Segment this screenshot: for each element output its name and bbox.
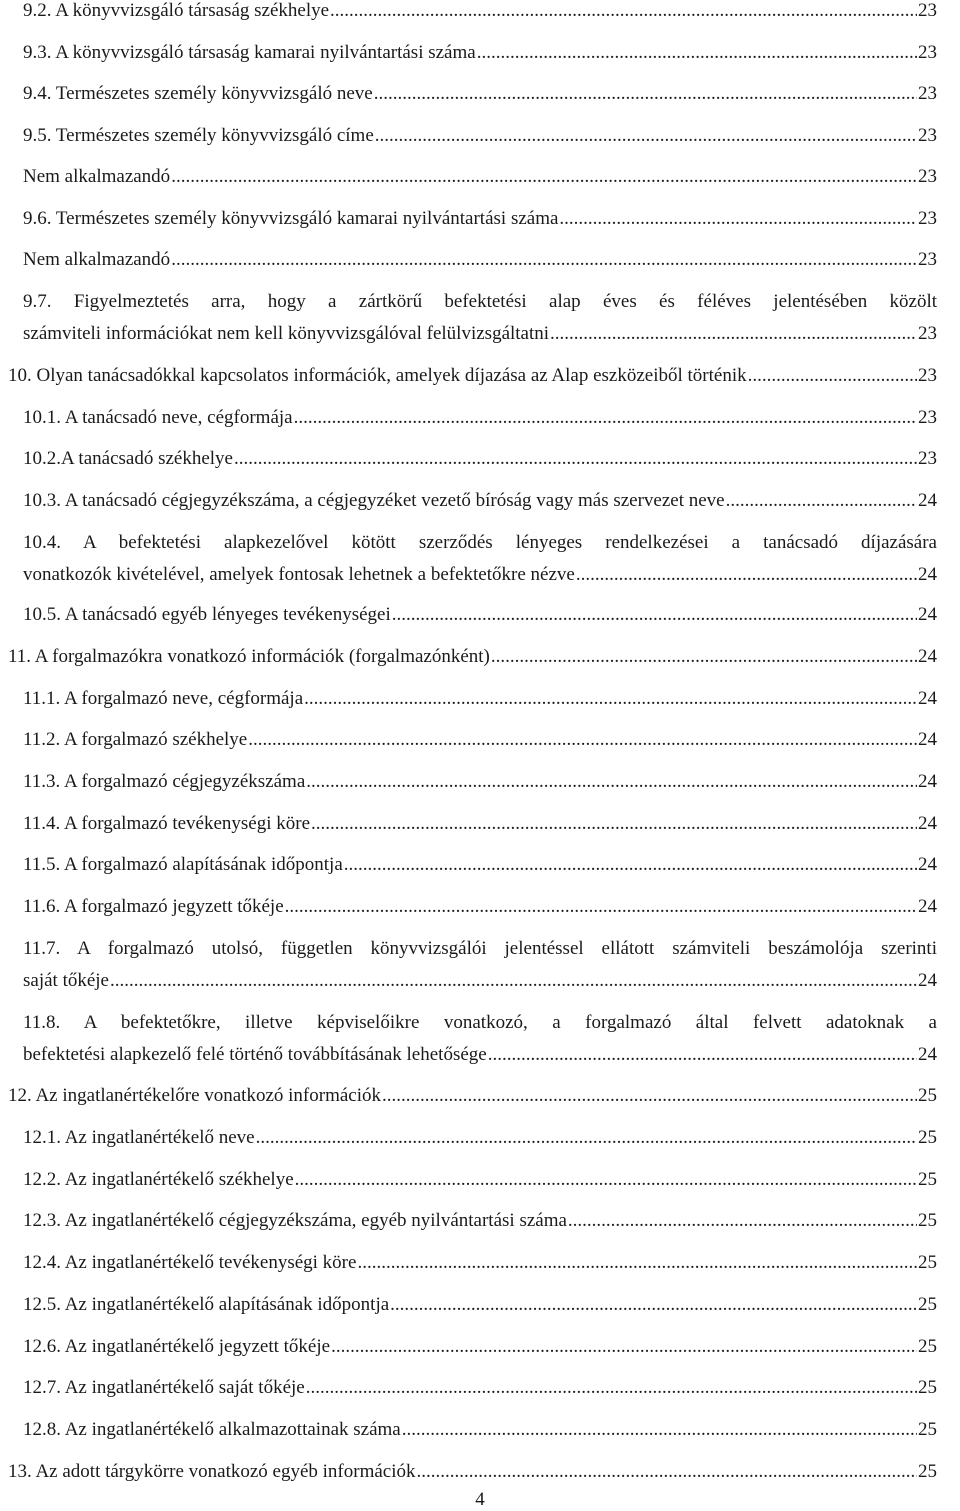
toc-entry-title: 11.2. A forgalmazó székhelye — [23, 729, 248, 750]
toc-page-number: 24 — [918, 688, 937, 709]
toc-entry-title: 12.2. Az ingatlanértékelő székhelye — [23, 1169, 294, 1190]
toc-entry-title-line: 10.4. A befektetési alapkezelővel kötött szerződés lényeges rendelkezései a tanácsadó díjazására — [23, 532, 937, 553]
toc-dot-leader — [550, 323, 917, 344]
toc-page-number: 25 — [918, 1461, 937, 1482]
toc-entry-title: 9.6. Természetes személy könyvvizsgáló kamarai nyilvántartási száma — [23, 208, 559, 229]
toc-dot-leader — [294, 407, 917, 428]
toc-entry-line — [23, 970, 937, 991]
toc-dot-leader — [390, 1294, 917, 1315]
toc-dot-leader — [392, 604, 917, 625]
toc-entry — [23, 604, 937, 625]
toc-page-number: 24 — [918, 646, 937, 667]
toc-entry — [23, 42, 937, 63]
toc-entry — [8, 365, 937, 386]
toc-page-number: 23 — [918, 365, 937, 386]
toc-entry — [23, 208, 937, 229]
toc-dot-leader — [491, 646, 917, 667]
toc-entry-line — [23, 1044, 937, 1065]
toc-page-number: 25 — [918, 1252, 937, 1273]
toc-page-number: 23 — [918, 166, 937, 187]
toc-entry — [23, 1012, 937, 1065]
toc-dot-leader — [256, 1127, 917, 1148]
toc-dot-leader — [306, 771, 917, 792]
toc-entry-title-line: 11.8. A befektetőkre, illetve képviselőikre vonatkozó, a forgalmazó által felvett adatoknak a — [23, 1012, 937, 1033]
toc-entry — [23, 83, 937, 104]
toc-dot-leader — [576, 564, 917, 585]
toc-page-number: 25 — [918, 1210, 937, 1231]
toc-page-number: 24 — [918, 813, 937, 834]
toc-dot-leader — [344, 854, 917, 875]
toc-page-number: 24 — [918, 1044, 937, 1065]
toc-entry — [23, 532, 937, 585]
toc-entry-title: 13. Az adott tárgykörre vonatkozó egyéb információk — [8, 1461, 416, 1482]
toc-entry — [23, 125, 937, 146]
toc-entry — [23, 291, 937, 344]
toc-page-number: 23 — [918, 407, 937, 428]
toc-dot-leader — [568, 1210, 917, 1231]
toc-page-number: 24 — [918, 564, 937, 585]
toc-entry — [23, 1336, 937, 1357]
toc-dot-leader — [559, 208, 917, 229]
toc-entry-title: 12.6. Az ingatlanértékelő jegyzett tőkéje — [23, 1336, 331, 1357]
toc-page-number: 25 — [918, 1085, 937, 1106]
toc-entry-title: 11.1. A forgalmazó neve, cégformája — [23, 688, 304, 709]
toc-entry-title: befektetési alapkezelő felé történő továbbításának lehetősége — [23, 1044, 487, 1065]
toc-entry — [23, 448, 937, 469]
toc-entry-title-line: 11.7. A forgalmazó utolsó, független könyvvizsgálói jelentéssel ellátott számviteli beszámolója szerinti — [23, 938, 937, 959]
toc-entry-title: 12.1. Az ingatlanértékelő neve — [23, 1127, 255, 1148]
toc-page-number: 23 — [918, 208, 937, 229]
toc-entry-title: 9.5. Természetes személy könyvvizsgáló címe — [23, 125, 374, 146]
toc-entry-title: 10.2.A tanácsadó székhelye — [23, 448, 233, 469]
toc-entry — [23, 771, 937, 792]
toc-page-number: 23 — [918, 42, 937, 63]
toc-entry-title: 11.3. A forgalmazó cégjegyzékszáma — [23, 771, 306, 792]
toc-dot-leader — [402, 1419, 917, 1440]
toc-page-number: 23 — [918, 448, 937, 469]
toc-dot-leader — [311, 813, 917, 834]
toc-page-number: 23 — [918, 323, 937, 344]
toc-entry — [8, 1085, 937, 1106]
toc-entry — [23, 1294, 937, 1315]
toc-entry-title: számviteli információkat nem kell könyvvizsgálóval felülvizsgáltatni — [23, 323, 550, 344]
toc-entry — [23, 249, 937, 270]
toc-entry-title: 10.5. A tanácsadó egyéb lényeges tevékenységei — [23, 604, 391, 625]
toc-entry-title: 12.4. Az ingatlanértékelő tevékenységi köre — [23, 1252, 357, 1273]
toc-entry-line — [23, 323, 937, 344]
toc-dot-leader — [248, 729, 917, 750]
toc-entry-title: 10.1. A tanácsadó neve, cégformája — [23, 407, 293, 428]
toc-entry — [23, 0, 937, 21]
toc-dot-leader — [304, 688, 917, 709]
toc-entry-title: 9.4. Természetes személy könyvvizsgáló neve — [23, 83, 373, 104]
toc-entry — [8, 646, 937, 667]
toc-page-number: 25 — [918, 1294, 937, 1315]
toc-dot-leader — [374, 83, 917, 104]
toc-dot-leader — [171, 249, 917, 270]
toc-entry — [23, 854, 937, 875]
toc-page-number: 25 — [918, 1419, 937, 1440]
toc-page-number: 25 — [918, 1127, 937, 1148]
toc-page-number: 24 — [918, 604, 937, 625]
toc-dot-leader — [357, 1252, 917, 1273]
toc-page-number: 24 — [918, 854, 937, 875]
toc-entry-title: 12.7. Az ingatlanértékelő saját tőkéje — [23, 1377, 305, 1398]
toc-entry-title: 9.2. A könyvvizsgáló társaság székhelye — [23, 0, 330, 21]
toc-dot-leader — [295, 1169, 917, 1190]
toc-page-number: 23 — [918, 0, 937, 21]
toc-dot-leader — [306, 1377, 917, 1398]
toc-entry — [23, 490, 937, 511]
toc-entry — [23, 813, 937, 834]
toc-entry-line — [23, 564, 937, 585]
toc-entry — [23, 938, 937, 991]
toc-entry — [23, 729, 937, 750]
toc-entry — [23, 407, 937, 428]
toc-page-number: 24 — [918, 896, 937, 917]
toc-entry — [23, 688, 937, 709]
toc-entry — [23, 1252, 937, 1273]
toc-dot-leader — [382, 1085, 917, 1106]
toc-page-number: 23 — [918, 249, 937, 270]
toc-dot-leader — [285, 896, 917, 917]
toc-entry-title: 10.3. A tanácsadó cégjegyzékszáma, a cégjegyzéket vezető bíróság vagy más szervezet neve — [23, 490, 725, 511]
toc-entry — [23, 1419, 937, 1440]
toc-dot-leader — [331, 1336, 917, 1357]
toc-entry-title: 11.6. A forgalmazó jegyzett tőkéje — [23, 896, 284, 917]
toc-page-number: 23 — [918, 125, 937, 146]
toc-page-number: 25 — [918, 1336, 937, 1357]
toc-dot-leader — [375, 125, 917, 146]
toc-entry-title: 12.5. Az ingatlanértékelő alapításának időpontja — [23, 1294, 390, 1315]
toc-entry-title: 12.8. Az ingatlanértékelő alkalmazottainak száma — [23, 1419, 401, 1440]
toc-entry — [23, 896, 937, 917]
toc-page-number: 24 — [918, 729, 937, 750]
toc-entry-title: 11. A forgalmazókra vonatkozó információk (forgalmazónként) — [8, 646, 490, 667]
toc-page-number: 25 — [918, 1169, 937, 1190]
page-number-footer: 4 — [475, 1489, 485, 1510]
toc-dot-leader — [110, 970, 917, 991]
toc-entry-title: saját tőkéje — [23, 970, 109, 991]
toc-entry-title: 12. Az ingatlanértékelőre vonatkozó információk — [8, 1085, 382, 1106]
toc-entry — [23, 1210, 937, 1231]
toc-entry-title: 11.4. A forgalmazó tevékenységi köre — [23, 813, 311, 834]
toc-entry-title: 12.3. Az ingatlanértékelő cégjegyzékszáma, egyéb nyilvántartási száma — [23, 1210, 567, 1231]
toc-entry-title: 10. Olyan tanácsadókkal kapcsolatos információk, amelyek díjazása az Alap eszközeiből történik — [8, 365, 747, 386]
toc-entry — [23, 1169, 937, 1190]
toc-dot-leader — [488, 1044, 917, 1065]
toc-dot-leader — [417, 1461, 918, 1482]
toc-dot-leader — [477, 42, 917, 63]
toc-entry-title: vonatkozók kivételével, amelyek fontosak lehetnek a befektetőkre nézve — [23, 564, 575, 585]
toc-entry — [23, 166, 937, 187]
toc-page-number: 25 — [918, 1377, 937, 1398]
toc-entry-title: 9.3. A könyvvizsgáló társaság kamarai nyilvántartási száma — [23, 42, 476, 63]
toc-page-number: 24 — [918, 771, 937, 792]
toc-entry-title: Nem alkalmazandó — [23, 166, 171, 187]
toc-entry-title: Nem alkalmazandó — [23, 249, 171, 270]
toc-page-number: 23 — [918, 83, 937, 104]
toc-dot-leader — [330, 0, 917, 21]
toc-page-number: 24 — [918, 490, 937, 511]
toc-entry — [23, 1127, 937, 1148]
toc-dot-leader — [748, 365, 917, 386]
toc-dot-leader — [171, 166, 917, 187]
toc-page-number: 24 — [918, 970, 937, 991]
toc-dot-leader — [234, 448, 917, 469]
toc-entry — [23, 1377, 937, 1398]
toc-entry-title: 11.5. A forgalmazó alapításának időpontja — [23, 854, 343, 875]
toc-entry — [8, 1461, 937, 1482]
toc-entry-title-line: 9.7. Figyelmeztetés arra, hogy a zártkörű befektetési alap éves és féléves jelentésében közölt — [23, 291, 937, 312]
toc-dot-leader — [726, 490, 917, 511]
